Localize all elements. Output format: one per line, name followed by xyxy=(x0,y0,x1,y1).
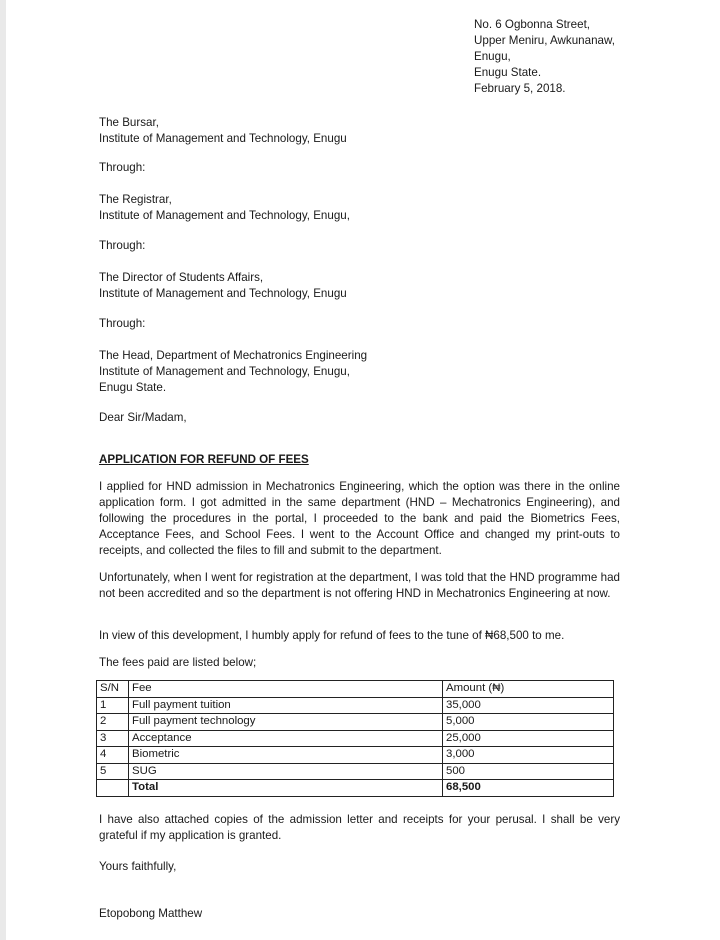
salutation-text: Dear Sir/Madam, xyxy=(99,411,187,424)
recipient-head xyxy=(99,348,367,396)
cell-amount: 35,000 xyxy=(443,697,614,714)
paragraph-text: The fees paid are listed below; xyxy=(99,656,257,669)
total-label: Total xyxy=(129,780,443,797)
subject xyxy=(99,452,309,468)
recipient-title: The Director of Students Affairs, xyxy=(99,271,264,284)
paragraph-5 xyxy=(99,812,620,844)
recipient-director xyxy=(99,270,347,302)
recipient-bursar xyxy=(99,115,347,147)
address-line: Enugu State. xyxy=(474,66,542,79)
paragraph-3 xyxy=(99,628,620,644)
paragraph-4 xyxy=(99,655,620,671)
through-text: Through: xyxy=(99,317,146,330)
sender-address xyxy=(474,17,615,97)
recipient-institution: Institute of Management and Technology, Enugu xyxy=(99,287,347,300)
paragraph-text: In view of this development, I humbly apply for refund of fees to the tune of ₦68,500 to me. xyxy=(99,629,565,642)
through-label-3 xyxy=(99,316,145,332)
cell-sn: 3 xyxy=(97,730,129,747)
cell-sn: 1 xyxy=(97,697,129,714)
signature-name: Etopobong Matthew xyxy=(99,907,203,920)
header-fee: Fee xyxy=(129,681,443,698)
closing-text: Yours faithfully, xyxy=(99,860,177,873)
cell-fee: Biometric xyxy=(129,747,443,764)
cell-amount: 3,000 xyxy=(443,747,614,764)
table-header-row xyxy=(97,681,614,698)
cell-amount: 500 xyxy=(443,763,614,780)
cell-fee: Acceptance xyxy=(129,730,443,747)
through-label-1 xyxy=(99,160,145,176)
through-text: Through: xyxy=(99,239,146,252)
header-sn: S/N xyxy=(97,681,129,698)
table-total-row xyxy=(97,780,614,797)
recipient-title: The Bursar, xyxy=(99,116,159,129)
table-row xyxy=(97,697,614,714)
table-row xyxy=(97,730,614,747)
total-amount: 68,500 xyxy=(443,780,614,797)
recipient-title: The Head, Department of Mechatronics Engineering xyxy=(99,349,368,362)
header-amount: Amount (₦) xyxy=(443,681,614,698)
salutation xyxy=(99,410,187,426)
recipient-registrar xyxy=(99,192,350,224)
paragraph-2 xyxy=(99,570,620,602)
cell-sn: 2 xyxy=(97,714,129,731)
closing xyxy=(99,859,176,875)
subject-heading: APPLICATION FOR REFUND OF FEES xyxy=(99,453,309,466)
through-text: Through: xyxy=(99,161,146,174)
paragraph-1 xyxy=(99,479,620,559)
cell-fee: SUG xyxy=(129,763,443,780)
recipient-state: Enugu State. xyxy=(99,381,167,394)
table-row xyxy=(97,714,614,731)
cell-sn-empty xyxy=(97,780,129,797)
recipient-title: The Registrar, xyxy=(99,193,172,206)
paragraph-text: Unfortunately, when I went for registration at the department, I was told that the HND programme had not been accredited and so the department is not offering HND in Mechatronics Engineering at now. xyxy=(99,571,620,600)
paragraph-text: I applied for HND admission in Mechatronics Engineering, which the option was there in the online application form. I got admitted in the same department (HND – Mechatronics Engineering), and following the procedures in the portal, I proceeded to the bank and paid the Biometrics Fees, Acceptance Fees, and School Fees. I went to the Account Office and changed my print-outs to receipts, and collected the files to fill and submit to the department. xyxy=(99,480,620,557)
recipient-institution: Institute of Management and Technology, Enugu, xyxy=(99,365,350,378)
signature xyxy=(99,906,202,922)
recipient-institution: Institute of Management and Technology, Enugu xyxy=(99,132,347,145)
paragraph-text: I have also attached copies of the admission letter and receipts for your perusal. I shall be very grateful if my application is granted. xyxy=(99,813,620,842)
page-edge xyxy=(0,0,6,940)
table-row xyxy=(97,763,614,780)
cell-fee: Full payment tuition xyxy=(129,697,443,714)
recipient-institution: Institute of Management and Technology, Enugu, xyxy=(99,209,350,222)
address-line: Enugu, xyxy=(474,50,511,63)
cell-amount: 5,000 xyxy=(443,714,614,731)
cell-sn: 4 xyxy=(97,747,129,764)
fees-table xyxy=(96,680,614,797)
cell-fee: Full payment technology xyxy=(129,714,443,731)
address-line: Upper Meniru, Awkunanaw, xyxy=(474,34,615,47)
table-row xyxy=(97,747,614,764)
through-label-2 xyxy=(99,238,145,254)
letter-date: February 5, 2018. xyxy=(474,82,566,95)
address-line: No. 6 Ogbonna Street, xyxy=(474,18,591,31)
cell-sn: 5 xyxy=(97,763,129,780)
cell-amount: 25,000 xyxy=(443,730,614,747)
